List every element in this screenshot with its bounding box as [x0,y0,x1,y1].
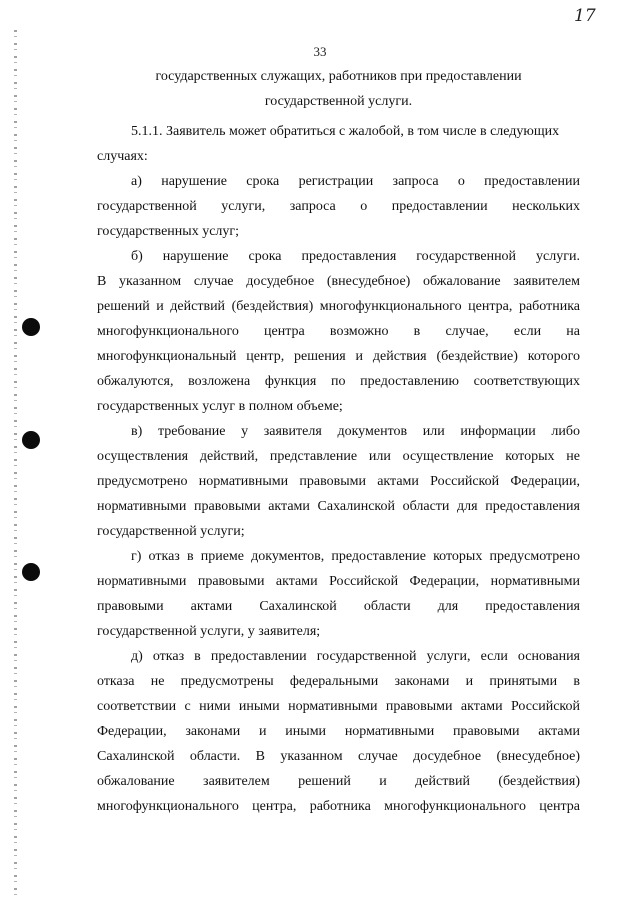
punch-hole [22,431,40,449]
text-line: нормативными правовыми актами Российской Федерации, нормативными [97,574,580,589]
text-line: многофункционального центра возможно в случае, если на [97,324,580,339]
text-line: государственных услуг; [97,224,240,239]
text-line: осуществления действий, представление или осуществление которых не [97,449,580,464]
text-line: государственной услуги; [97,524,245,539]
text-line: государственных служащих, работников при предоставлении [155,69,522,84]
handwritten-page-mark: 17 [574,6,596,26]
text-line: государственной услуги. [264,94,413,109]
text-line: а) нарушение срока регистрации запроса о предоставлении [131,174,580,189]
text-line: решений и действий (бездействия) многофункционального центра, работника [97,299,580,314]
binding-edge [14,30,17,900]
text-line: случаях: [97,149,148,164]
text-line: соответствии с ними иными нормативными правовыми актами Российской [97,699,580,714]
text-line: многофункционального центра, работника многофункционального центра [97,799,580,814]
text-line: правовыми актами Сахалинской области для предоставления [97,599,580,614]
text-line: Сахалинской области. В указанном случае досудебное (внесудебное) [97,749,580,764]
text-line: государственных услуг в полном объеме; [97,399,343,414]
text-line: д) отказ в предоставлении государственной услуги, если основания [131,649,580,664]
text-line: государственной услуги, у заявителя; [97,624,321,639]
document-body [97,64,580,819]
text-line: нормативными правовыми актами Сахалинской области для предоставления [97,499,580,514]
text-line: государственной услуги, запроса о предоставлении нескольких [97,199,580,214]
punch-hole [22,563,40,581]
punch-hole [22,318,40,336]
text-line: отказа не предусмотрены федеральными законами и принятыми в [97,674,580,689]
text-line: в) требование у заявителя документов или информации либо [131,424,580,439]
text-line: обжалование заявителем решений и действий (бездействия) [97,774,580,789]
text-line: предусмотрено нормативными правовыми актами Российской Федерации, [97,474,580,489]
text-line: 5.1.1. Заявитель может обратиться с жалобой, в том числе в следующих [131,124,560,139]
text-line: многофункциональный центр, решения и действия (бездействие) которого [97,349,580,364]
text-line: В указанном случае досудебное (внесудебное) обжалование заявителем [97,274,580,289]
text-line: б) нарушение срока предоставления государственной услуги. [131,249,580,264]
text-line: Федерации, законами и иными нормативными правовыми актами [97,724,580,739]
text-line: обжалуются, возложена функция по предоставлению соответствующих [97,374,580,389]
page-number: 33 [313,44,327,59]
text-line: г) отказ в приеме документов, предоставление которых предусмотрено [131,549,580,564]
